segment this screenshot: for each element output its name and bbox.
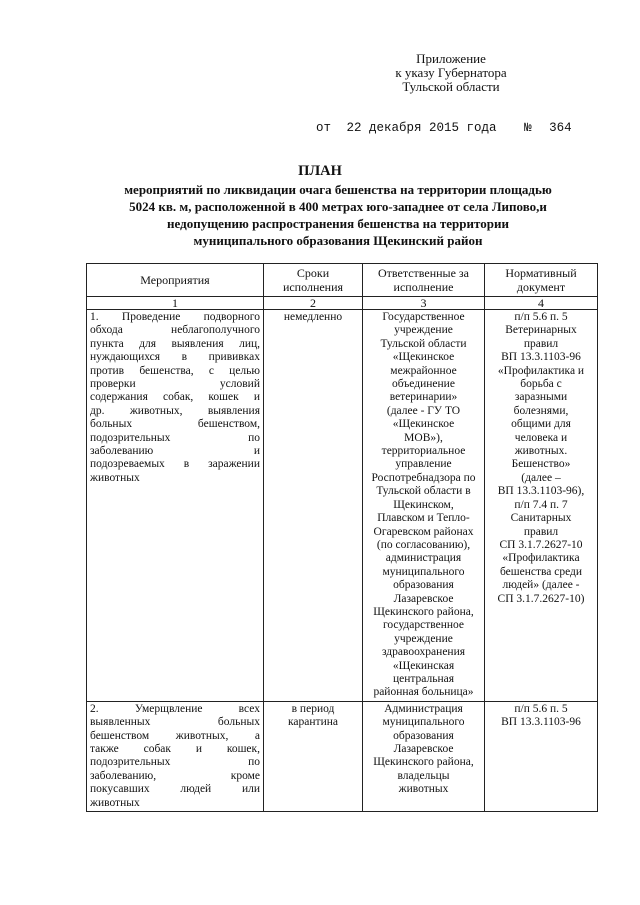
column-index: 4: [485, 297, 598, 310]
normative-line: общими для: [511, 418, 571, 431]
responsible-line: Лазаревское: [393, 592, 454, 605]
decree-date-line: [316, 121, 572, 135]
normative-line: правил: [523, 337, 559, 350]
responsible-line: Плавском и Тепло-: [377, 512, 470, 525]
responsible-line: управление: [395, 458, 452, 471]
plan-subtitle-line: муниципального образования Щекинский район: [193, 233, 483, 248]
normative-line: бешенства среди: [499, 565, 583, 578]
plan-subtitle-line: мероприятий по ликвидации очага бешенства на территории площадью: [124, 182, 552, 197]
plan-subtitle-line: 5024 кв. м, расположенной в 400 метрах юго-западнее от села Липово,и: [129, 199, 547, 214]
header-line: исполнения: [282, 280, 344, 294]
date-prefix: от: [316, 121, 332, 135]
normative-line: п/п 5.6 п. 5: [514, 311, 568, 323]
responsible-line: Государственное: [382, 311, 465, 323]
normative-line: (далее –: [521, 471, 561, 484]
decree-date: 22 декабря 2015 года: [346, 121, 497, 135]
responsible-line: Роспотребнадзора по: [371, 471, 476, 484]
plan-subtitle: [78, 181, 598, 249]
responsible-line: Лазаревское: [393, 743, 454, 755]
normative-line: «Профилактика и: [497, 364, 585, 377]
normative-line: борьба с: [520, 378, 562, 391]
normative-line: СП 3.1.7.2627-10: [499, 538, 583, 551]
table-index-row: [87, 297, 598, 310]
deadline-line: в период: [291, 702, 335, 715]
responsible-line: животных: [398, 783, 449, 796]
header-activities: [87, 264, 264, 297]
normative-line: п/п 5.6 п. 5: [514, 702, 568, 715]
deadline-cell: [264, 701, 363, 811]
table-row: [87, 701, 598, 811]
responsible-line: межрайонное: [390, 364, 457, 377]
appendix-block: [376, 52, 526, 94]
responsible-line: Щекинском,: [393, 498, 454, 511]
header-line: исполнение: [393, 280, 454, 294]
responsible-line: администрация: [385, 552, 462, 565]
normative-line: заразными: [514, 391, 568, 404]
responsible-line: учреждение: [394, 324, 453, 337]
normative-line: Санитарных: [510, 512, 572, 525]
normative-line: болезнями,: [513, 404, 569, 417]
activity-line: содержания собак, кошек и: [90, 391, 260, 404]
responsible-line: (по согласованию),: [376, 538, 471, 551]
normative-line: «Профилактика: [502, 552, 580, 565]
activity-line: подозрительных по: [90, 431, 260, 444]
responsible-line: образования: [393, 729, 454, 742]
activity-line: бешенством животных, а: [90, 729, 260, 742]
plan-table: [86, 263, 598, 812]
activity-line: пункта для выявления лиц,: [90, 337, 260, 350]
number-sign: №: [524, 121, 532, 135]
responsible-cell: [363, 701, 485, 811]
activity-line: подозреваемых в заражении: [90, 458, 260, 471]
activity-line: 1. Проведение подворного: [90, 311, 260, 323]
appendix-line: к указу Губернатора: [395, 65, 507, 80]
responsible-line: объединение: [392, 378, 455, 391]
responsible-line: (далее - ГУ ТО: [386, 404, 461, 417]
responsible-line: «Щекинское: [392, 418, 455, 431]
responsible-line: МОВ»),: [404, 431, 443, 444]
activity-line: покусавших людей или: [90, 783, 260, 796]
responsible-line: Тульской области: [380, 337, 467, 350]
activity-cell: [87, 310, 264, 702]
deadline-line: карантина: [288, 716, 338, 729]
normative-line: ВП 13.3.1103-96: [501, 716, 581, 729]
responsible-line: государственное: [382, 619, 465, 632]
normative-cell: [485, 310, 598, 702]
normative-line: людей» (далее -: [502, 579, 580, 592]
responsible-line: «Щекинская: [392, 659, 455, 672]
responsible-line: Щекинского района,: [373, 605, 474, 618]
header-normative: [485, 264, 598, 297]
table-header-row: [87, 264, 598, 297]
header-responsible: [363, 264, 485, 297]
responsible-line: Щекинского района,: [373, 756, 474, 769]
header-deadline: [264, 264, 363, 297]
appendix-line: Тульской области: [402, 79, 500, 94]
normative-line: п/п 7.4 п. 7: [514, 498, 568, 511]
activity-line: нуждающихся в прививках: [90, 351, 260, 364]
responsible-line: Огаревском районах: [373, 525, 474, 538]
responsible-line: Тульской области в: [376, 485, 471, 498]
normative-line: правил: [523, 525, 559, 538]
column-index: 2: [264, 297, 363, 310]
deadline-cell: [264, 310, 363, 702]
activity-cell: [87, 701, 264, 811]
normative-line: человека и: [514, 431, 568, 444]
responsible-line: здравоохранения: [381, 646, 466, 659]
normative-line: ВП 13.3.1103-96: [501, 351, 581, 364]
activity-line: подозрительных по: [90, 756, 260, 769]
header-line: Мероприятия: [140, 273, 210, 287]
column-index: 3: [363, 297, 485, 310]
plan-subtitle-line: недопущению распространения бешенства на территории: [167, 216, 509, 231]
activity-line: животных: [90, 471, 140, 484]
activity-line: против бешенства, с целью: [90, 364, 260, 377]
column-index: 1: [87, 297, 264, 310]
responsible-cell: [363, 310, 485, 702]
header-line: документ: [516, 280, 566, 294]
responsible-line: образования: [393, 579, 454, 592]
normative-line: животных.: [514, 445, 568, 458]
activity-line: проверки условий: [90, 378, 260, 391]
activity-line: также собак и кошек,: [90, 743, 260, 755]
responsible-line: владельцы: [397, 769, 450, 782]
activity-line: обхода неблагополучного: [90, 324, 260, 337]
responsible-line: учреждение: [394, 632, 453, 645]
activity-line: др. животных, выявления: [90, 404, 260, 417]
normative-line: СП 3.1.7.2627-10): [497, 592, 585, 605]
normative-line: Ветеринарных: [505, 324, 577, 337]
activity-line: заболеванию, кроме: [90, 769, 260, 782]
normative-line: ВП 13.3.1103-96),: [497, 485, 585, 498]
responsible-line: центральная: [392, 672, 455, 685]
responsible-line: муниципального: [382, 565, 465, 578]
normative-cell: [485, 701, 598, 811]
activity-line: выявленных больных: [90, 716, 260, 729]
appendix-line: Приложение: [416, 51, 486, 66]
activity-line: заболеванию и: [90, 445, 260, 458]
activity-line: больных бешенством,: [90, 418, 260, 431]
table-row: [87, 310, 598, 702]
responsible-line: районная больница»: [373, 686, 474, 699]
header-line: Ответственные за: [377, 266, 469, 280]
activity-line: 2. Умерщвление всех: [90, 702, 260, 715]
plan-title: ПЛАН: [298, 163, 342, 179]
header-line: Нормативный: [505, 266, 577, 280]
responsible-line: муниципального: [382, 716, 465, 729]
activity-line: животных: [90, 796, 140, 809]
header-line: Сроки: [296, 266, 330, 280]
responsible-line: «Щекинское: [392, 351, 455, 364]
responsible-line: территориальное: [381, 445, 466, 458]
deadline-line: немедленно: [283, 311, 343, 323]
decree-number: 364: [549, 121, 572, 135]
responsible-line: Администрация: [384, 702, 463, 715]
normative-line: Бешенство»: [511, 458, 571, 471]
responsible-line: ветеринарии»: [389, 391, 458, 404]
